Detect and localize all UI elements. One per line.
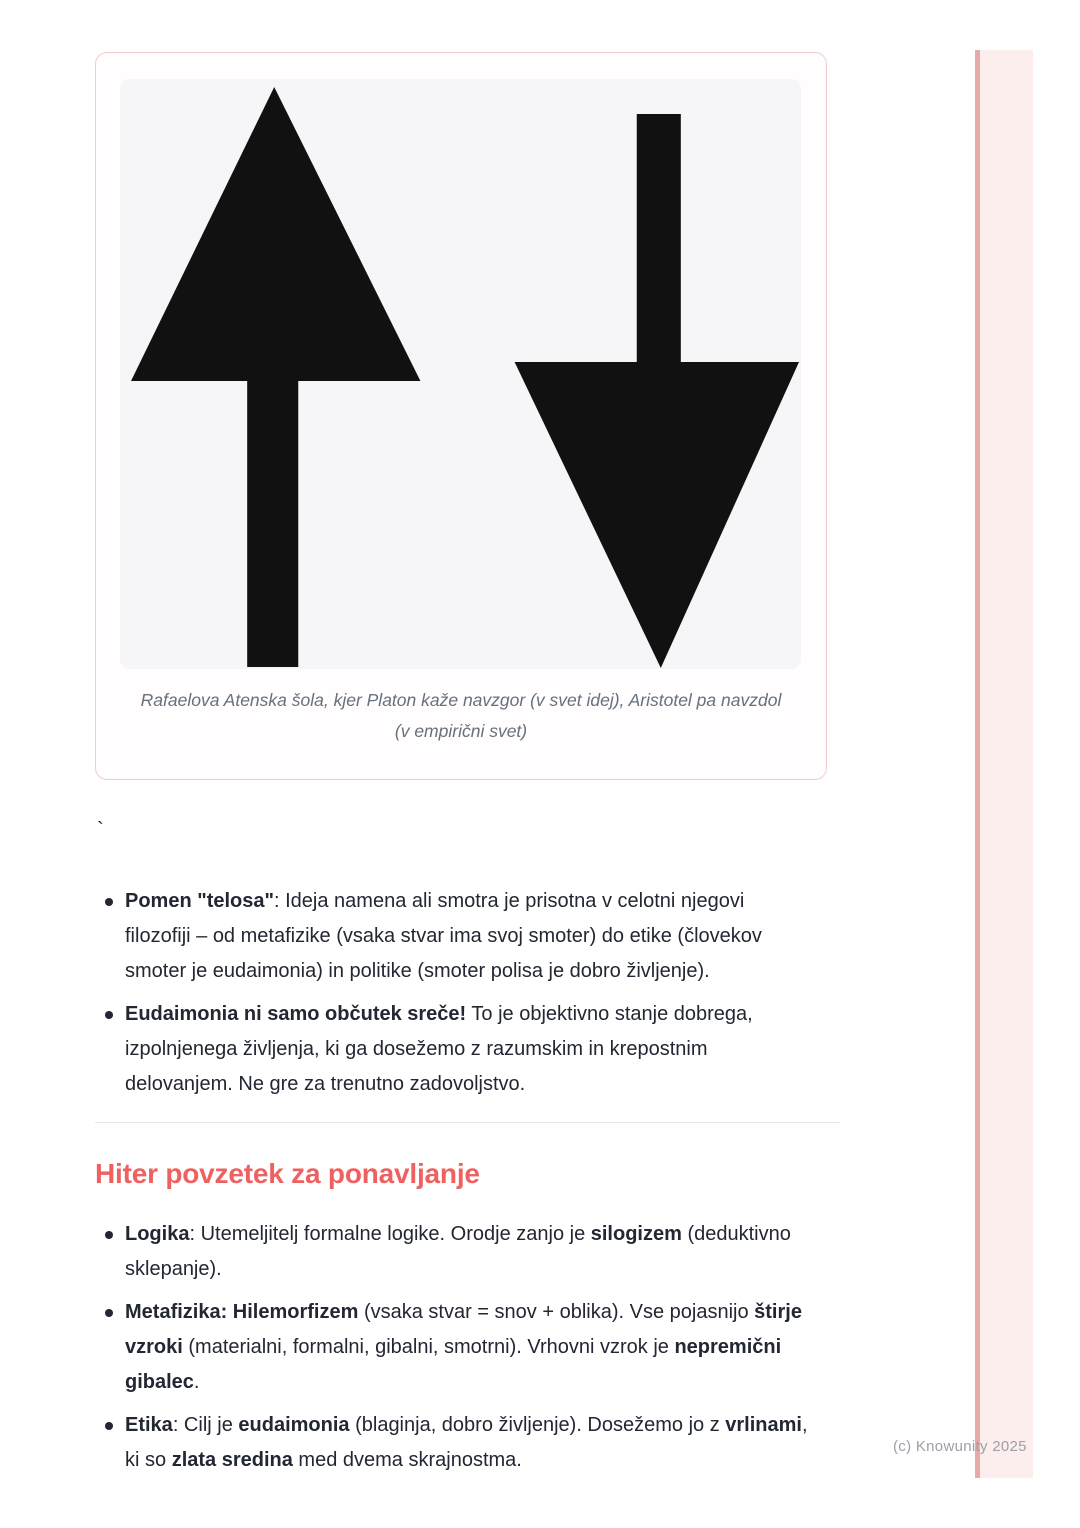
document-content [95,52,840,1486]
figure-card [95,52,827,780]
list-item-metafizika: Metafizika: Hilemorfizem (vsaka stvar = snov + oblika). Vse pojasnijo štirje vzroki (materialni, formalni, gibalni, smotrni). Vrhovni vzrok je nepremični gibalec. [95,1295,840,1400]
list-item-logika: Logika: Utemeljitelj formalne logike. Orodje zanjo je silogizem (deduktivno sklepanje). [95,1217,840,1287]
arrows-graphic [120,79,801,669]
list-item-etika: Etika: Cilj je eudaimonia (blaginja, dobro življenje). Dosežemo jo z vrlinami, ki so zlata sredina med dvema skrajnostma. [95,1408,840,1478]
page-edge-bar [975,50,1033,1478]
down-arrow-icon [515,114,799,668]
list-item-eudaimonia: Eudaimonia ni samo občutek sreče! To je objektivno stanje dobrega, izpolnjenega življenja, ki ga dosežemo z razumskim in krepostnim delovanjem. Ne gre za trenutno zadovoljstvo. [95,997,840,1102]
notes-list [95,884,840,1102]
figure-caption: Rafaelova Atenska šola, kjer Platon kaže navzgor (v svet idej), Aristotel pa navzdol (v empirični svet) [140,690,782,741]
summary-list [95,1217,840,1478]
figure-image [120,79,801,669]
summary-heading: Hiter povzetek za ponavljanje [95,1158,480,1189]
up-arrow-icon [131,87,420,667]
section-divider [95,1122,840,1123]
list-item-pomen-telosa: Pomen "telosa": Ideja namena ali smotra je prisotna v celotni njegovi filozofiji – od metafizike (vsaka stvar ima svoj smoter) do etike (človekov smoter je eudaimonia) in politike (smoter polisa je dobro življenje). [95,884,840,989]
copyright-watermark: (c) Knowunity 2025 [893,1438,1027,1455]
stray-backtick: ` [97,819,104,841]
